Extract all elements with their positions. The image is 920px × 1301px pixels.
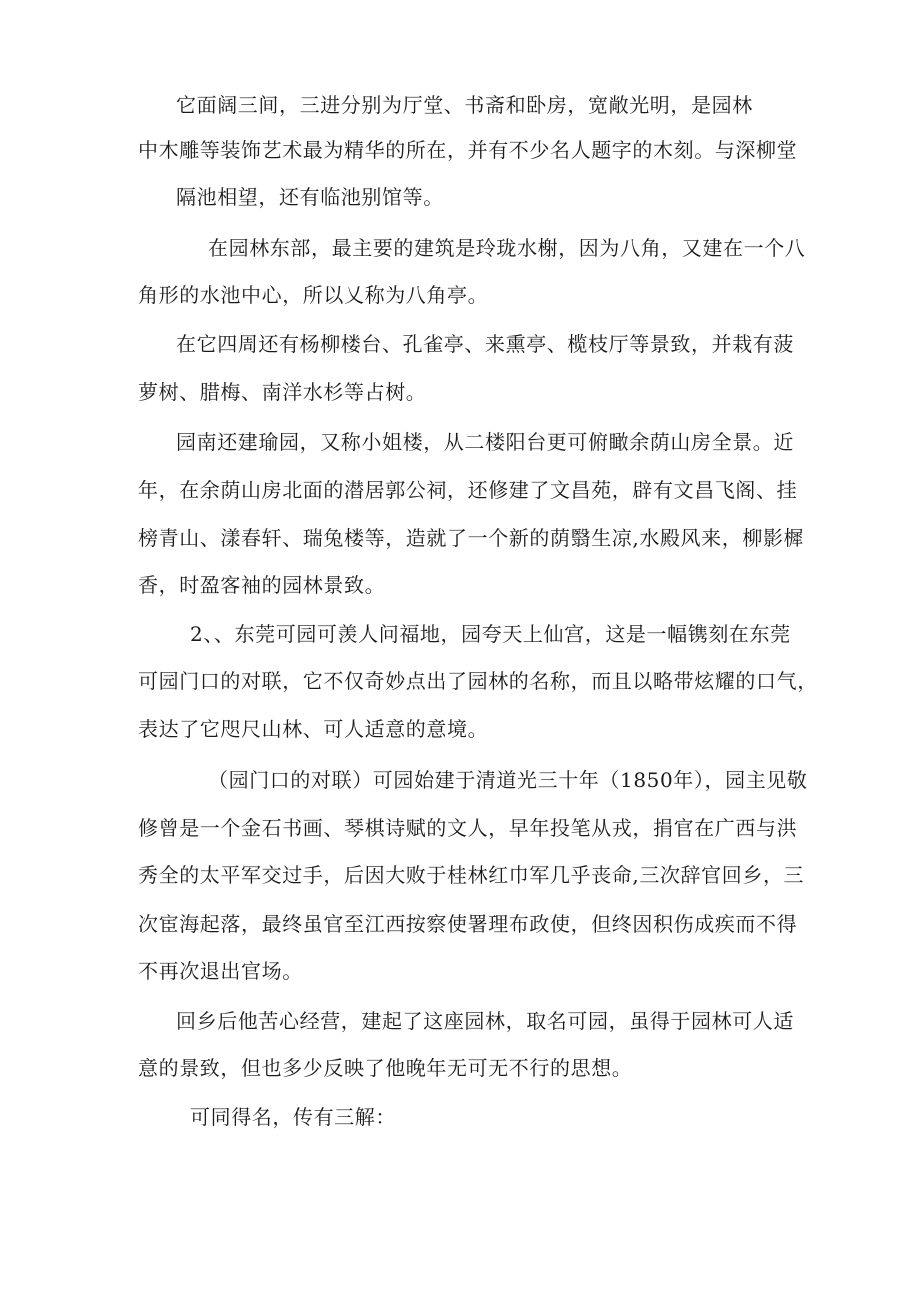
text-line: 在园林东部，最主要的建筑是玲珑水榭，因为八角，又建在一个八 — [208, 236, 806, 260]
text-line: 中木雕等装饰艺术最为精华的所在，并有不少名人题字的木刻。与深柳堂 — [138, 138, 798, 162]
text-line: 回乡后他苦心经营，建起了这座园林，取名可园，虽得于园林可人适 — [176, 1009, 794, 1033]
text-line: （园门口的对联）可园始建于清道光三十年（1850年），园主见敬 — [208, 768, 808, 792]
text-line: 次宦海起落，最终虽官至江西按察使署理布政使，但终因积伤成疾而不得 — [138, 912, 798, 936]
text-line: 香，时盈客袖的园林景致。 — [138, 573, 386, 597]
text-line: 表达了它咫尺山林、可人适意的意境。 — [138, 717, 489, 741]
text-line: 萝树、腊梅、南洋水杉等占树。 — [138, 380, 427, 404]
text-line: 在它四周还有杨柳楼台、孔雀亭、来熏亭、榄枝厅等景致，并栽有菠 — [176, 332, 794, 356]
text-line: 意的景致，但也多少反映了他晚年无可无不行的思想。 — [138, 1056, 633, 1080]
text-line: 2、、东莞可园可羡人问福地，园夸天上仙宫，这是一幅镌刻在东莞 — [190, 622, 791, 646]
text-line: 年，在余荫山房北面的潜居郭公祠，还修建了文昌苑，辟有文昌飞阁、挂 — [138, 478, 798, 502]
text-line: 角形的水池中心，所以乂称为八角亭。 — [138, 283, 489, 307]
text-line: 可同得名，传有三解： — [190, 1105, 396, 1129]
text-line: 可园门口的对联，它不仅奇妙点出了园林的名称，而且以略带炫耀的口气， — [138, 669, 818, 693]
text-line: 榜青山、漾春轩、瑞兔楼等，造就了一个新的荫翳生凉,水殿风来，柳影樨 — [138, 526, 805, 550]
text-line: 不再次退出官场。 — [138, 959, 303, 983]
text-line: 秀全的太平军交过手，后因大败于桂林红巾军几乎丧命,三次辞官回乡，三 — [138, 863, 805, 887]
text-line: 它面阔三间，三进分别为厅堂、书斋和卧房，宽敞光明，是园林 — [176, 93, 753, 117]
text-line: 修曾是一个金石书画、琴棋诗赋的文人，早年投笔从戎，捐官在广西与洪 — [138, 816, 798, 840]
text-line: 园南还建瑜园，又称小姐楼，从二楼阳台更可俯瞰余荫山房全景。近 — [176, 430, 794, 454]
text-line: 隔池相望，还有临池别馆等。 — [176, 185, 444, 209]
